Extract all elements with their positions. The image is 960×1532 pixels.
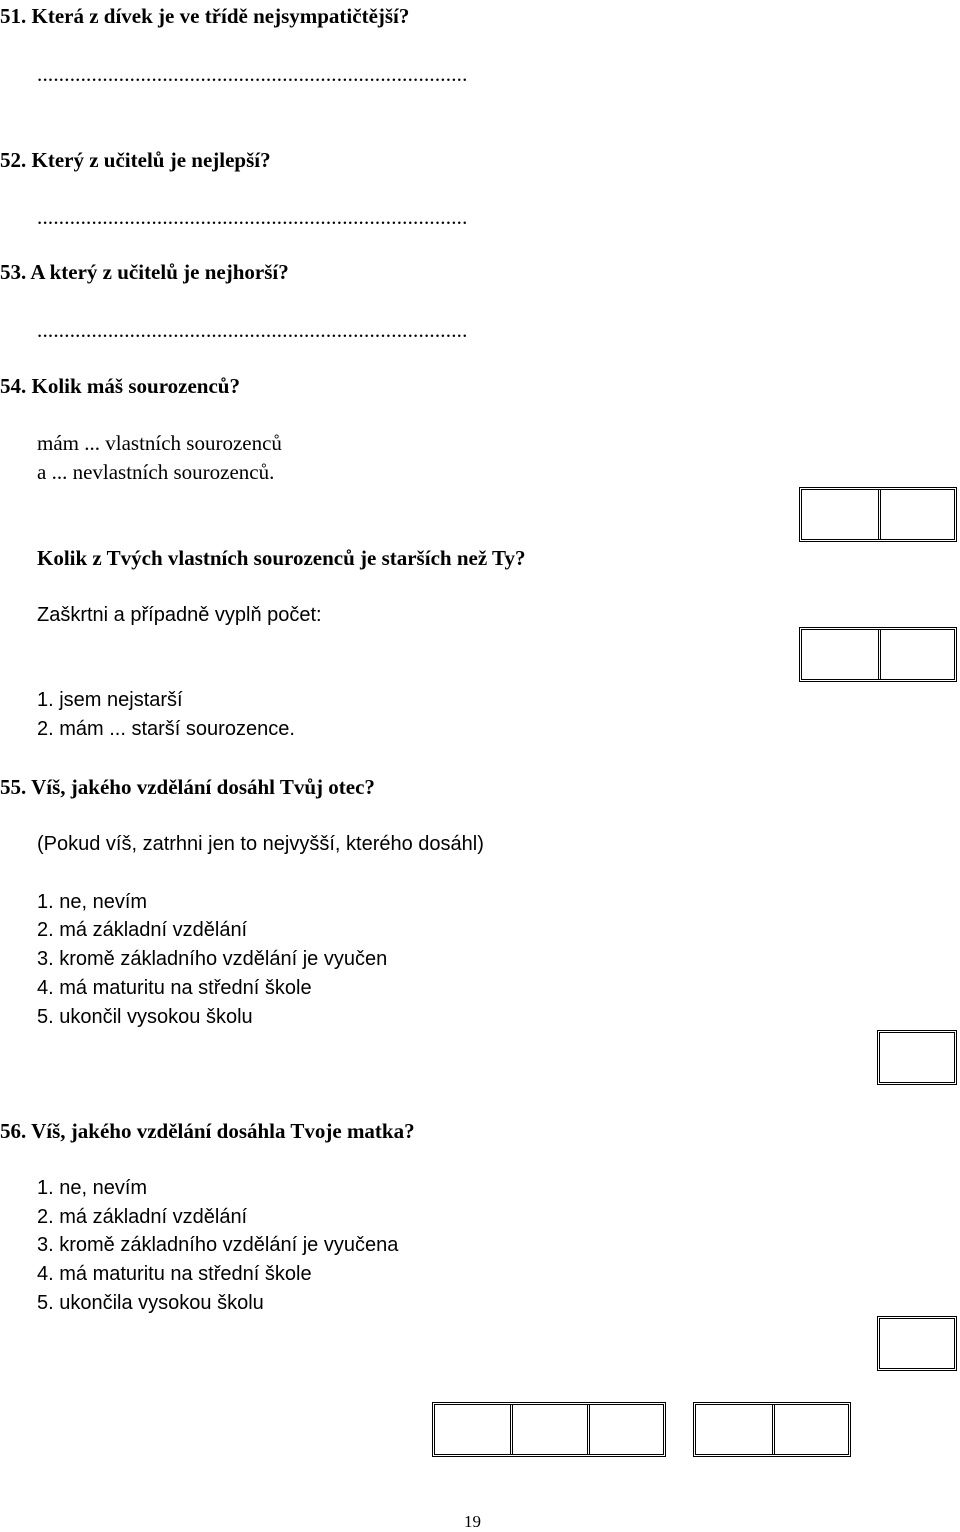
- q56-option-2: 2. má základní vzdělání: [37, 1206, 248, 1228]
- answer-box-divider: [878, 490, 881, 539]
- question-53-title: 53. A který z učitelů je nejhorší?: [0, 260, 289, 284]
- q56-option-4: 4. má maturitu na střední škole: [37, 1263, 312, 1285]
- q56-option-3: 3. kromě základního vzdělání je vyučena: [37, 1234, 399, 1256]
- question-54-instruction: Zaškrtni a případně vyplň počet:: [37, 604, 322, 626]
- question-53-answer-line[interactable]: ...............................................................................: [37, 318, 468, 342]
- question-52-answer-line[interactable]: ...............................................................................: [37, 205, 468, 229]
- q54-siblings-answer-box[interactable]: [799, 487, 957, 542]
- q55-answer-box[interactable]: [877, 1030, 957, 1085]
- answer-box-divider: [878, 630, 881, 679]
- code-box-divider: [772, 1405, 775, 1454]
- question-52-title: 52. Který z učitelů je nejlepší?: [0, 148, 271, 172]
- q54-older-siblings-answer-box[interactable]: [799, 627, 957, 682]
- q54-option-2: 2. mám ... starší sourozence.: [37, 718, 295, 740]
- q54-option-1: 1. jsem nejstarší: [37, 689, 183, 711]
- page-number: 19: [464, 1512, 481, 1531]
- question-55-title: 55. Víš, jakého vzdělání dosáhl Tvůj otec?: [0, 775, 375, 799]
- code-box-group-3[interactable]: [432, 1402, 666, 1457]
- code-box-divider: [510, 1405, 513, 1454]
- question-55-instruction: (Pokud víš, zatrhni jen to nejvyšší, kterého dosáhl): [37, 833, 484, 855]
- siblings-own-line: mám ... vlastních sourozenců: [37, 431, 282, 455]
- q55-option-4: 4. má maturitu na střední škole: [37, 977, 312, 999]
- question-56-title: 56. Víš, jakého vzdělání dosáhla Tvoje matka?: [0, 1119, 415, 1143]
- question-51-answer-line[interactable]: ...............................................................................: [37, 62, 468, 86]
- code-box-group-2[interactable]: [693, 1402, 851, 1457]
- siblings-half-line: a ... nevlastních sourozenců.: [37, 460, 275, 484]
- q55-option-2: 2. má základní vzdělání: [37, 919, 248, 941]
- question-54-title: 54. Kolik máš sourozenců?: [0, 374, 240, 398]
- q56-option-1: 1. ne, nevím: [37, 1177, 148, 1199]
- q55-option-3: 3. kromě základního vzdělání je vyučen: [37, 948, 388, 970]
- question-51-title: 51. Která z dívek je ve třídě nejsympatičtější?: [0, 4, 410, 28]
- q55-option-5: 5. ukončil vysokou školu: [37, 1006, 253, 1028]
- question-54-subquestion: Kolik z Tvých vlastních sourozenců je starších než Ty?: [37, 546, 526, 570]
- q55-option-1: 1. ne, nevím: [37, 891, 148, 913]
- q56-option-5: 5. ukončila vysokou školu: [37, 1292, 264, 1314]
- q56-answer-box[interactable]: [877, 1316, 957, 1371]
- code-box-divider: [587, 1405, 590, 1454]
